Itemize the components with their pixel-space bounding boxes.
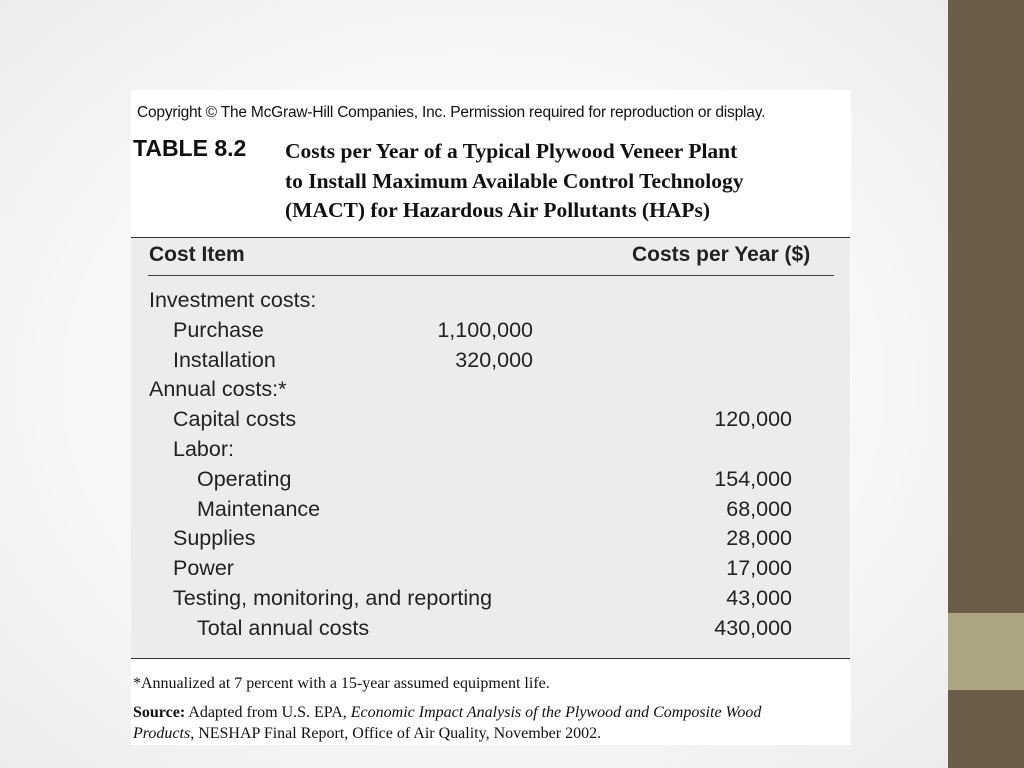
- table-title-line: (MACT) for Hazardous Air Pollutants (HAPs): [285, 198, 711, 222]
- table-row: [0, 526, 850, 556]
- table-row: [0, 348, 850, 378]
- footnote: *Annualized at 7 percent with a 15-year assumed equipment life.: [133, 675, 550, 692]
- column-header-cost-item: Cost Item: [149, 243, 245, 266]
- table-row: [0, 407, 850, 437]
- copyright-notice: Copyright © The McGraw-Hill Companies, Inc. Permission required for reproduction or display.: [137, 104, 766, 121]
- row-subtotal-value: 320,000: [455, 347, 533, 372]
- row-cost-value: 28,000: [726, 526, 792, 551]
- row-cost-value: 430,000: [714, 615, 792, 640]
- row-label: Total annual costs: [197, 615, 370, 640]
- source-citation: [133, 702, 853, 744]
- row-label: Labor:: [173, 437, 234, 461]
- row-label: Investment costs:: [149, 288, 317, 312]
- source-title-line2: Products: [133, 725, 191, 742]
- table-row: [0, 556, 850, 586]
- column-header-costs-per-year: Costs per Year ($): [632, 243, 811, 266]
- row-label: Maintenance: [197, 496, 321, 521]
- row-label: Supplies: [173, 526, 256, 551]
- source-label: Source:: [133, 704, 186, 721]
- row-label: Installation: [173, 347, 276, 372]
- row-label: Annual costs:*: [149, 377, 287, 402]
- row-subtotal-value: 1,100,000: [437, 317, 533, 342]
- table-number: TABLE 8.2: [133, 135, 247, 161]
- table-row: [0, 616, 850, 646]
- row-label: Capital costs: [173, 407, 297, 432]
- table-row: [0, 586, 850, 616]
- table-row: [0, 318, 850, 348]
- table-row: [0, 437, 850, 467]
- table-title: [285, 137, 855, 226]
- row-cost-value: 120,000: [714, 407, 792, 432]
- row-label: Testing, monitoring, and reporting: [173, 586, 493, 610]
- table-row: [0, 288, 850, 318]
- row-label: Power: [173, 556, 234, 581]
- row-cost-value: 154,000: [714, 466, 792, 491]
- row-cost-value: 43,000: [726, 586, 792, 610]
- table-row: [0, 497, 850, 527]
- table-row: [0, 467, 850, 497]
- row-cost-value: 68,000: [726, 496, 792, 521]
- header-divider: [148, 275, 834, 276]
- source-suffix: , NESHAP Final Report, Office of Air Quality, November 2002.: [190, 725, 602, 742]
- table-title-line: Costs per Year of a Typical Plywood Veneer Plant: [285, 139, 738, 163]
- table-title-line: to Install Maximum Available Control Technology: [285, 168, 744, 193]
- table-row: [0, 377, 850, 407]
- source-prefix: Adapted from U.S. EPA,: [188, 704, 347, 721]
- source-title-line1: Economic Impact Analysis of the Plywood and Composite Wood: [350, 704, 762, 721]
- row-label: Purchase: [173, 317, 264, 342]
- row-cost-value: 17,000: [726, 556, 792, 581]
- side-accent-block: [948, 613, 1024, 690]
- row-label: Operating: [197, 466, 292, 491]
